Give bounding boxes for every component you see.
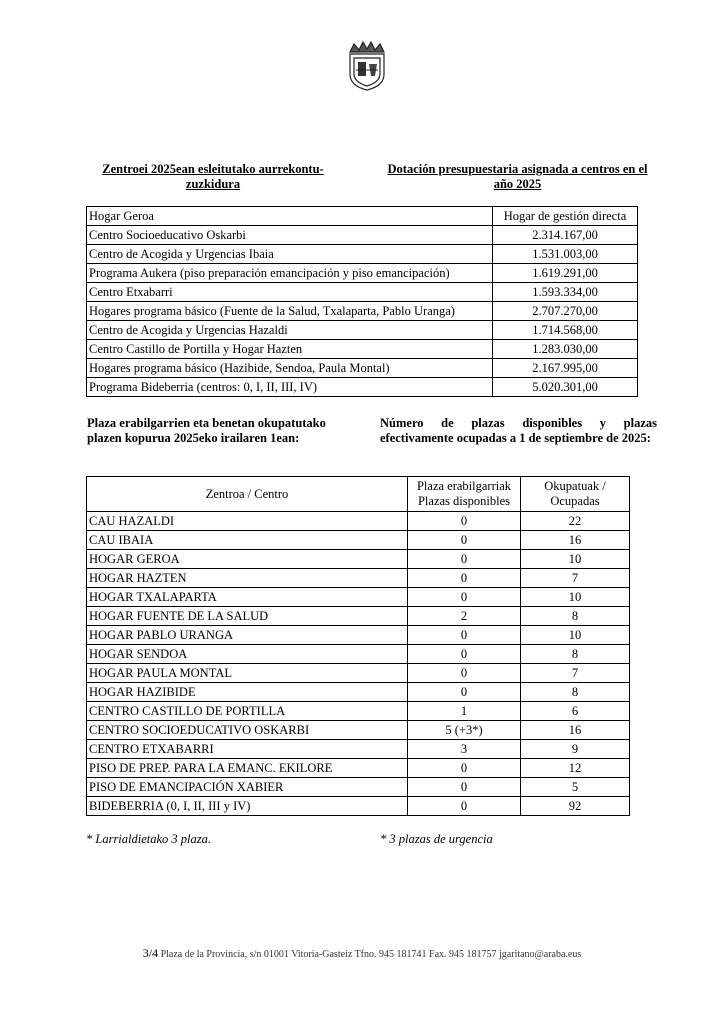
center-name: HOGAR HAZIBIDE [87,683,408,702]
center-name: HOGAR SENDOA [87,645,408,664]
available-places: 0 [408,759,521,778]
table-row [87,702,630,721]
table-row [87,778,630,797]
available-places: 0 [408,512,521,531]
center-name: HOGAR HAZTEN [87,569,408,588]
occupied-places: 10 [521,626,630,645]
table-row [87,531,630,550]
center-name: PISO DE PREP. PARA LA EMANC. EKILORE [87,759,408,778]
center-name: HOGAR FUENTE DE LA SALUD [87,607,408,626]
budget-row-center: Hogares programa básico (Hazibide, Sendoa, Paula Montal) [87,359,493,378]
table-row [87,607,630,626]
table-row [87,645,630,664]
occupied-places: 7 [521,664,630,683]
budget-row-center: Centro Socioeducativo Oskarbi [87,226,493,245]
budget-row [87,302,638,321]
available-places: 0 [408,778,521,797]
budget-row-value: 1.714.568,00 [493,321,638,340]
budget-title-basque: Zentroei 2025ean esleitutako aurrekontu-zuzkidura [102,162,324,191]
center-name: CENTRO SOCIOEDUCATIVO OSKARBI [87,721,408,740]
footer-address: Plaza de la Provincia, s/n 01001 Vitoria-Gasteiz Tfno. 945 181741 Fax. 945 181757 jgaritano@araba.eus [160,949,582,960]
available-places: 1 [408,702,521,721]
occupied-places: 10 [521,588,630,607]
places-title-spanish: Número de plazas disponibles y plazas efectivamente ocupadas a 1 de septiembre de 2025: [380,416,657,445]
occupied-places: 12 [521,759,630,778]
budget-row [87,378,638,397]
center-name: CENTRO CASTILLO DE PORTILLA [87,702,408,721]
available-places: 3 [408,740,521,759]
budget-row-center: Centro Etxabarri [87,283,493,302]
budget-row-value: 1.593.334,00 [493,283,638,302]
table-row [87,683,630,702]
col-header-available-es: Plazas disponibles [417,494,510,508]
center-name: HOGAR GEROA [87,550,408,569]
occupied-places: 9 [521,740,630,759]
budget-row [87,283,638,302]
col-header-available [408,477,521,512]
budget-row [87,340,638,359]
table-row [87,740,630,759]
occupied-places: 8 [521,683,630,702]
available-places: 0 [408,588,521,607]
budget-table [86,206,638,397]
available-places: 0 [408,683,521,702]
center-name: PISO DE EMANCIPACIÓN XABIER [87,778,408,797]
page-footer [0,946,724,961]
center-name: CAU HAZALDI [87,512,408,531]
occupied-places: 8 [521,645,630,664]
budget-row-center: Programa Aukera (piso preparación emancipación y piso emancipación) [87,264,493,283]
budget-row-value: 2.314.167,00 [493,226,638,245]
available-places: 0 [408,569,521,588]
places-table-header-row [87,477,630,512]
occupied-places: 16 [521,721,630,740]
budget-row-center: Hogares programa básico (Fuente de la Salud, Txalaparta, Pablo Uranga) [87,302,493,321]
col-header-occupied-eu: Okupatuak / [544,479,606,493]
available-places: 0 [408,664,521,683]
occupied-places: 6 [521,702,630,721]
available-places: 0 [408,626,521,645]
table-row [87,721,630,740]
table-row [87,797,630,816]
occupied-places: 10 [521,550,630,569]
table-row [87,550,630,569]
budget-row-center: Centro de Acogida y Urgencias Hazaldi [87,321,493,340]
budget-row-value: 2.167.995,00 [493,359,638,378]
budget-row-value: 1.283.030,00 [493,340,638,359]
center-name: HOGAR TXALAPARTA [87,588,408,607]
places-title-basque: Plaza erabilgarrien eta benetan okupatutako plazen kopurua 2025eko irailaren 1ean: [87,416,326,445]
budget-row-value: 2.707.270,00 [493,302,638,321]
table-row [87,588,630,607]
budget-row [87,321,638,340]
budget-row-center: Programa Bideberria (centros: 0, I, II, III, IV) [87,378,493,397]
budget-row-value: 1.531.003,00 [493,245,638,264]
available-places: 5 (+3*) [408,721,521,740]
center-name: BIDEBERRIA (0, I, II, III y IV) [87,797,408,816]
budget-row [87,359,638,378]
budget-table-header-row [87,207,638,226]
occupied-places: 16 [521,531,630,550]
col-header-available-eu: Plaza erabilgarriak [416,479,512,493]
budget-row-value: 5.020.301,00 [493,378,638,397]
col-header-center: Zentroa / Centro [87,477,408,512]
occupied-places: 7 [521,569,630,588]
col-header-occupied [521,477,630,512]
occupied-places: 22 [521,512,630,531]
provincial-seal-icon [344,40,390,92]
available-places: 0 [408,797,521,816]
budget-row-center: Centro de Acogida y Urgencias Ibaia [87,245,493,264]
places-table [86,476,630,816]
table-row [87,569,630,588]
occupied-places: 92 [521,797,630,816]
center-name: HOGAR PABLO URANGA [87,626,408,645]
budget-row [87,245,638,264]
table-row [87,664,630,683]
budget-row-value: 1.619.291,00 [493,264,638,283]
budget-title-spanish: Dotación presupuestaria asignada a centros en el año 2025 [387,162,648,191]
table-row [87,759,630,778]
available-places: 0 [408,531,521,550]
available-places: 2 [408,607,521,626]
page-number: 3/4 [142,946,159,960]
center-name: HOGAR PAULA MONTAL [87,664,408,683]
available-places: 0 [408,645,521,664]
col-header-occupied-es: Ocupadas [550,494,600,508]
budget-row [87,264,638,283]
occupied-places: 8 [521,607,630,626]
available-places: 0 [408,550,521,569]
table-row [87,626,630,645]
budget-row [87,226,638,245]
occupied-places: 5 [521,778,630,797]
budget-header-center: Hogar Geroa [87,207,493,226]
budget-row-center: Centro Castillo de Portilla y Hogar Hazten [87,340,493,359]
budget-header-value: Hogar de gestión directa [493,207,638,226]
center-name: CENTRO ETXABARRI [87,740,408,759]
footnote-spanish: * 3 plazas de urgencia [380,832,493,846]
footnote-basque: * Larrialdietako 3 plaza. [86,832,212,846]
center-name: CAU IBAIA [87,531,408,550]
table-row [87,512,630,531]
